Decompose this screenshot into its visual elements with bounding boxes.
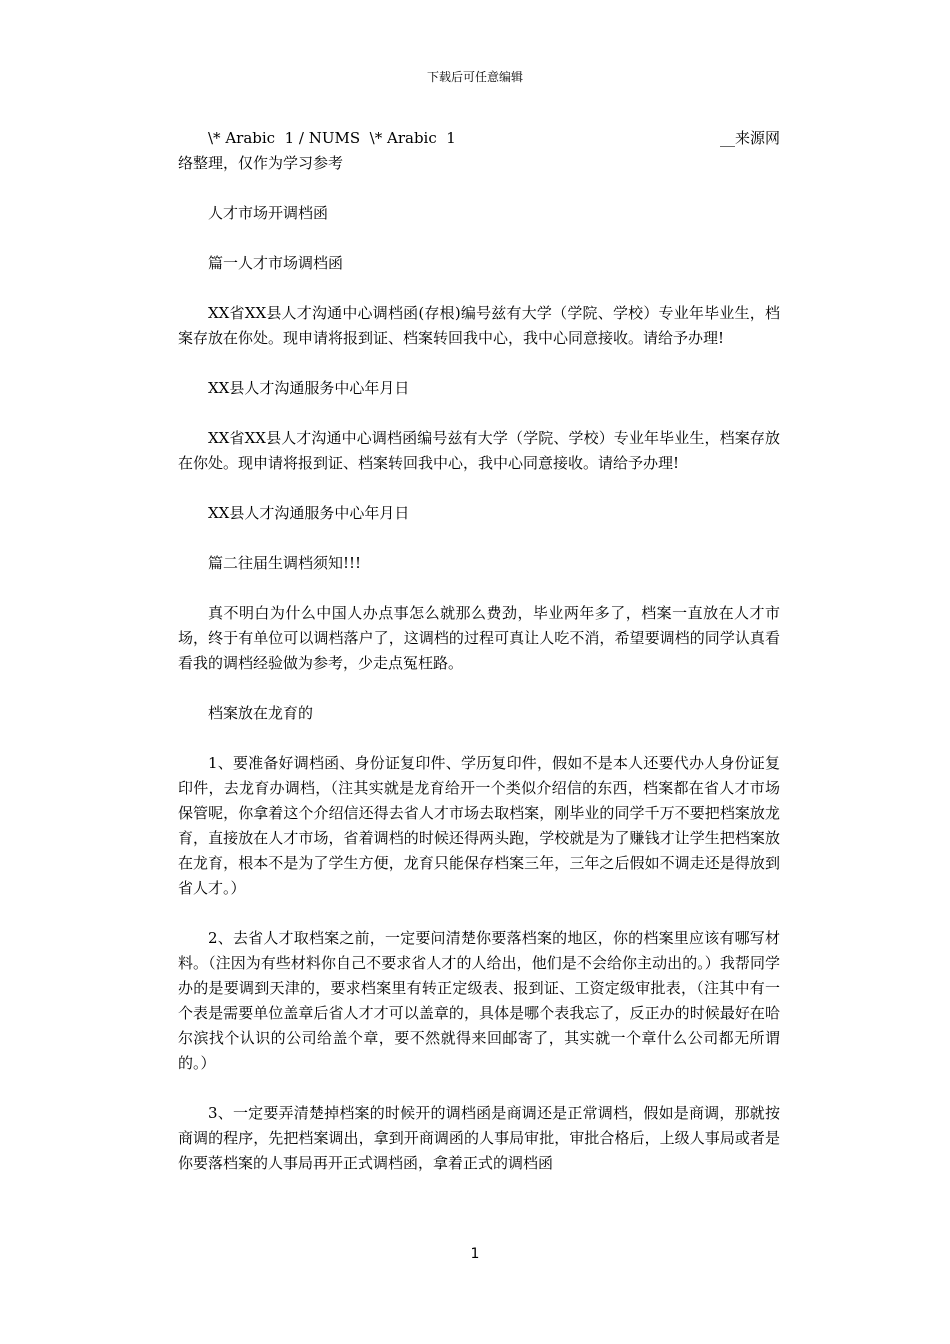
field-codes: \* Arabic 1 / NUMS \* Arabic 1 — [208, 129, 456, 147]
source-note-start: __来源网 — [719, 129, 780, 147]
page-number: 1 — [470, 1246, 480, 1262]
body-paragraph: 2、去省人才取档案之前，一定要问清楚你要落档案的地区，你的档案里应该有哪写材料。（注因为有些材料你自己不要求省人才的人给出，他们是不会给你主动出的。）我帮同学办的是要调到天津的，要求档案里有转正定级表、报到证、工资定级审批表，（注其中有一个表是需要单位盖章后省人才才可以盖章的，具体是哪个表我忘了，反正办的时候最好在哈尔滨找个认识的公司给盖个章，要不然就得来回邮寄了，其实就一个章什么公司都无所谓的。） — [178, 929, 780, 1072]
body-paragraph: XX省XX县人才沟通中心调档函(存根)编号兹有大学（学院、学校）专业年毕业生，档案存放在你处。现申请将报到证、档案转回我中心，我中心同意接收。请给予办理! — [178, 304, 780, 347]
document-body — [178, 126, 780, 1201]
body-paragraph: 3、一定要弄清楚掉档案的时候开的调档函是商调还是正常调档，假如是商调，那就按商调的程序，先把档案调出，拿到开商调函的人事局审批，审批合格后，上级人事局或者是你要落档案的人事局再开正式调档函，拿着正式的调档函 — [178, 1104, 780, 1172]
signature-line: XX县人才沟通服务中心年月日 — [208, 379, 410, 397]
document-title: 人才市场开调档函 — [208, 204, 329, 222]
body-paragraph: 1、要准备好调档函、身份证复印件、学历复印件，假如不是本人还要代办人身份证复印件，去龙育办调档，（注其实就是龙育给开一个类似介绍信的东西，档案都在省人才市场保管呢，你拿着这个介绍信还得去省人才市场去取档案，刚毕业的同学千万不要把档案放龙育，直接放在人才市场，省着调档的时候还得两头跑，学校就是为了赚钱才让学生把档案放在龙育，根本不是为了学生方便，龙育只能保存档案三年，三年之后假如不调走还是得放到省人才。） — [178, 754, 780, 897]
subsection-heading: 档案放在龙育的 — [208, 704, 314, 722]
section-heading: 篇一人才市场调档函 — [208, 254, 344, 272]
signature-line: XX县人才沟通服务中心年月日 — [208, 504, 410, 522]
field-code-line — [178, 126, 780, 151]
page-header: 下载后可任意编辑 — [426, 70, 523, 84]
section-heading: 篇二往届生调档须知!!! — [208, 554, 362, 572]
body-paragraph: 真不明白为什么中国人办点事怎么就那么费劲，毕业两年多了，档案一直放在人才市场，终于有单位可以调档落户了，这调档的过程可真让人吃不消，希望要调档的同学认真看看我的调档经验做为参考，少走点冤枉路。 — [178, 604, 780, 672]
source-note-end: 络整理，仅作为学习参考 — [178, 154, 344, 172]
body-paragraph: XX省XX县人才沟通中心调档函编号兹有大学（学院、学校）专业年毕业生，档案存放在你处。现申请将报到证、档案转回我中心，我中心同意接收。请给予办理! — [178, 429, 780, 472]
